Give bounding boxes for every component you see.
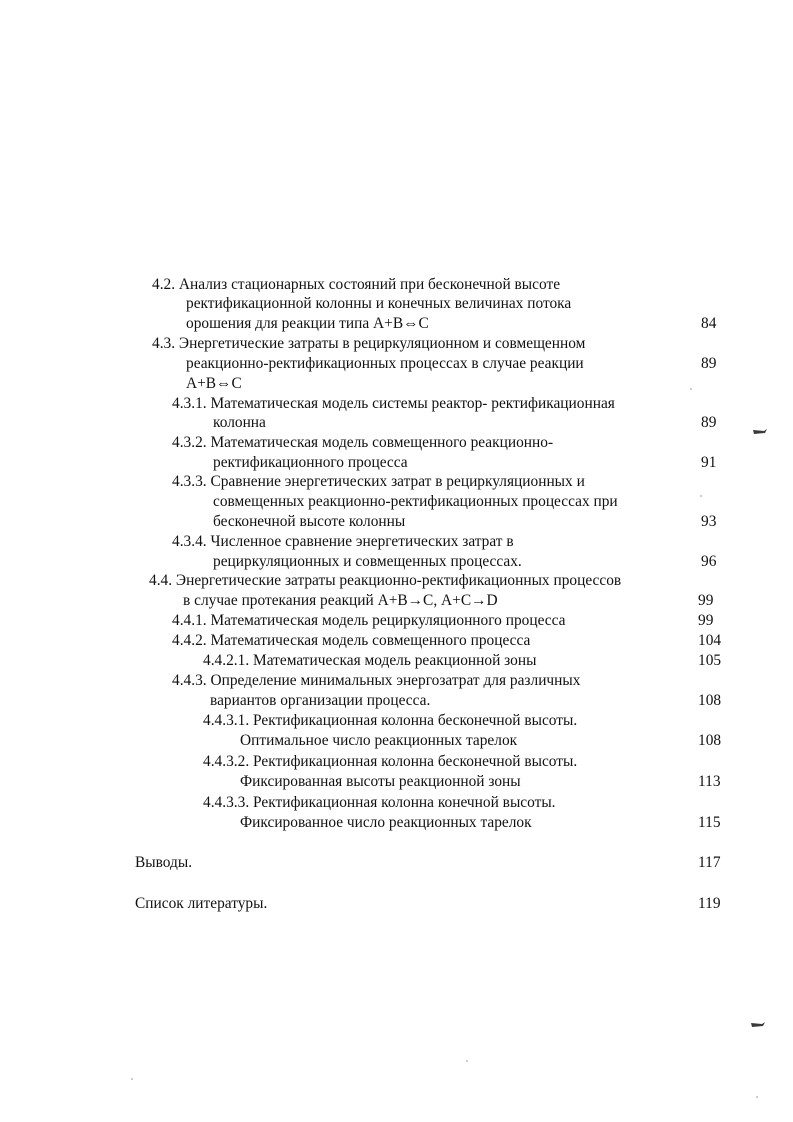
toc-entry-line: 4.4.3.2. Ректификационная колонна бесконечной высоты. xyxy=(203,753,578,770)
toc-entry-line: 4.3.2. Математическая модель совмещенного реакционно- xyxy=(172,434,554,451)
scan-speck xyxy=(756,1096,758,1098)
toc-entry-line: 4.4.3.3. Ректификационная колонна конечной высоты. xyxy=(203,794,556,811)
toc-page-number: 117 xyxy=(698,854,721,871)
toc-entry-line: Фиксированная высоты реакционной зоны xyxy=(240,773,521,790)
toc-entry-line: рециркуляционных и совмещенных процессах. xyxy=(213,553,522,570)
toc-page-number: 115 xyxy=(698,814,721,831)
scan-speck xyxy=(131,1078,133,1080)
toc-page-number: 89 xyxy=(701,355,717,372)
toc-entry-line: бесконечной высоте колонны xyxy=(213,513,406,530)
toc-entry-line: вариантов организации процесса. xyxy=(210,692,431,709)
scan-speck xyxy=(466,1060,468,1062)
toc-entry-line: реакционно-ректификационных процессах в случае реакции xyxy=(186,355,584,372)
toc-page-number: 96 xyxy=(701,553,717,570)
toc-entry-line: Список литературы. xyxy=(135,895,268,912)
toc-page-number: 84 xyxy=(701,315,717,332)
toc-entry-line: ректификационной колонны и конечных величинах потока xyxy=(186,295,572,312)
toc-page-number: 113 xyxy=(698,773,721,790)
toc-entry-line: ректификационного процесса xyxy=(213,454,408,471)
toc-page-number: 104 xyxy=(698,632,722,649)
toc-entry-line: А+В⇔С xyxy=(186,375,242,392)
toc-page-number: 99 xyxy=(698,612,714,629)
toc-entry-line: в случае протекания реакций А+В→С, А+С→D xyxy=(183,592,498,609)
toc-entry-line: орошения для реакции типа А+В⇔С xyxy=(186,315,429,332)
toc-entry-line: 4.4.2.1. Математическая модель реакционной зоны xyxy=(203,652,537,669)
toc-entry-line: 4.3.1. Математическая модель системы реактор- ректификационная xyxy=(172,395,615,412)
toc-entry-line: 4.2. Анализ стационарных состояний при бесконечной высоте xyxy=(152,276,561,293)
toc-page-number: 93 xyxy=(701,513,717,530)
toc-page-number: 89 xyxy=(701,414,717,431)
toc-entry-line: 4.4.3.1. Ректификационная колонна бесконечной высоты. xyxy=(203,712,578,729)
toc-entry-line: совмещенных реакционно-ректификационных процессах при xyxy=(213,493,618,510)
toc-entry-line: 4.3.3. Сравнение энергетических затрат в рециркуляционных и xyxy=(172,473,585,490)
scan-speck xyxy=(700,495,702,497)
toc-page-number: 119 xyxy=(698,895,721,912)
toc-page-number: 105 xyxy=(698,652,722,669)
toc-entry-line: Фиксированное число реакционных тарелок xyxy=(240,814,532,831)
toc-entry-line: Оптимальное число реакционных тарелок xyxy=(240,732,518,749)
toc-page-number: 108 xyxy=(698,732,722,749)
toc-page-number: 91 xyxy=(701,454,717,471)
binding-mark-icon xyxy=(750,1021,766,1029)
toc-entry-line: Выводы. xyxy=(135,854,193,871)
toc-page-number: 99 xyxy=(698,592,714,609)
toc-entry-line: 4.4.1. Математическая модель рециркуляционного процесса xyxy=(172,612,566,629)
toc-entry-line: 4.3.4. Численное сравнение энергетических затрат в xyxy=(172,533,514,550)
toc-page-number: 108 xyxy=(698,692,722,709)
toc-entry-line: 4.4. Энергетические затраты реакционно-ректификационных процессов xyxy=(149,572,622,589)
toc-entry-line: 4.3. Энергетические затраты в рециркуляционном и совмещенном xyxy=(152,335,586,352)
binding-mark-icon xyxy=(752,428,768,436)
toc-entry-line: 4.4.2. Математическая модель совмещенного процесса xyxy=(172,632,531,649)
toc-entry-line: колонна xyxy=(213,414,266,431)
toc-entry-line: 4.4.3. Определение минимальных энергозатрат для различных xyxy=(172,672,581,689)
scan-speck xyxy=(690,388,692,390)
